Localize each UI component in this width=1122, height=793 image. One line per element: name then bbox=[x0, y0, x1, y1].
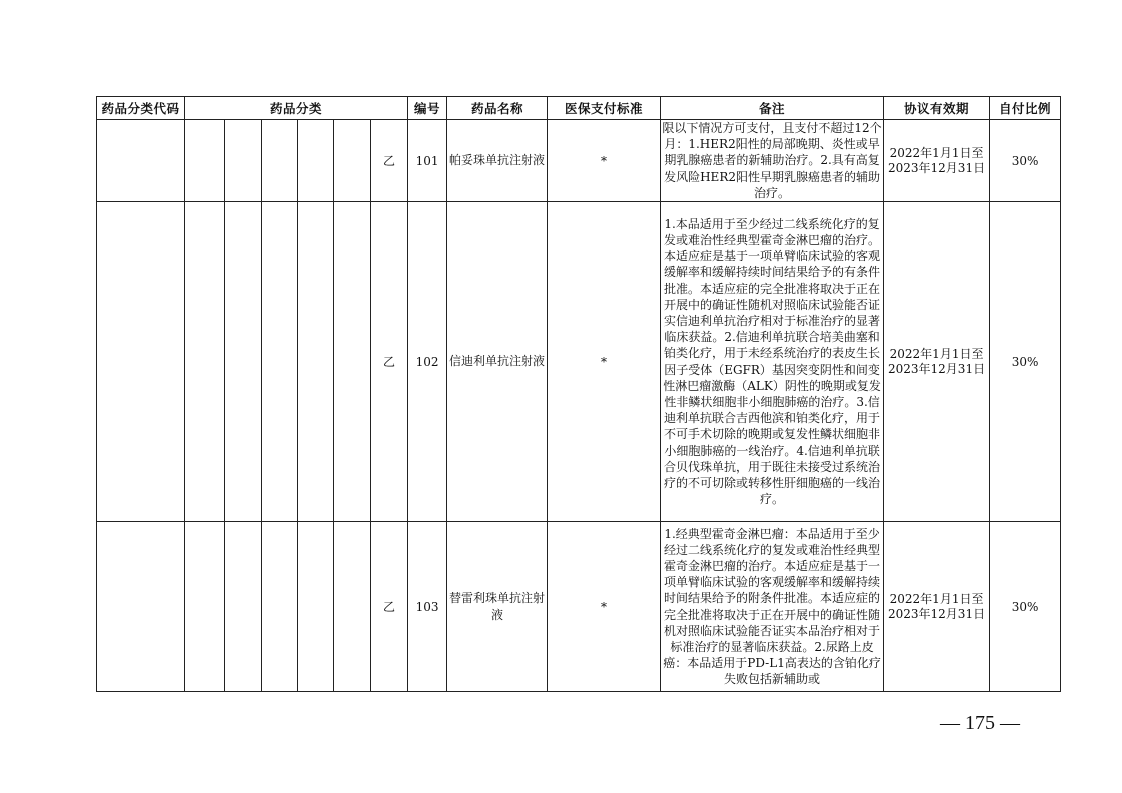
category-cell bbox=[225, 522, 262, 692]
payment-standard-cell: * bbox=[548, 522, 661, 692]
drug-name-cell: 帕妥珠单抗注射液 bbox=[447, 120, 548, 202]
class-code-cell bbox=[97, 120, 185, 202]
category-cell bbox=[262, 202, 298, 522]
category-cell bbox=[262, 522, 298, 692]
category-cell bbox=[298, 202, 334, 522]
validity-cell: 2022年1月1日至2023年12月31日 bbox=[884, 202, 990, 522]
category-cell bbox=[225, 120, 262, 202]
self-pay-cell: 30% bbox=[990, 120, 1061, 202]
validity-cell: 2022年1月1日至2023年12月31日 bbox=[884, 120, 990, 202]
category-cell bbox=[185, 202, 225, 522]
grade-cell: 乙 bbox=[371, 522, 408, 692]
grade-cell: 乙 bbox=[371, 202, 408, 522]
header-self-pay: 自付比例 bbox=[990, 97, 1061, 120]
number-cell: 102 bbox=[408, 202, 447, 522]
drug-name-cell: 替雷利珠单抗注射液 bbox=[447, 522, 548, 692]
payment-standard-cell: * bbox=[548, 120, 661, 202]
payment-standard-cell: * bbox=[548, 202, 661, 522]
validity-cell: 2022年1月1日至2023年12月31日 bbox=[884, 522, 990, 692]
class-code-cell bbox=[97, 202, 185, 522]
category-cell bbox=[185, 522, 225, 692]
remarks-cell: 1.本品适用于至少经过二线系统化疗的复发或难治性经典型霍奇金淋巴瘤的治疗。本适应症是基于一项单臂临床试验的客观缓解率和缓解持续时间结果给予的有条件批准。本适应症的完全批准将取决于正在开展中的确证性随机对照临床试验能否证实信迪利单抗治疗相对于标准治疗的显著临床获益。2.信迪利单抗联合培美曲塞和铂类化疗，用于未经系统治疗的表皮生长因子受体（EGFR）基因突变阴性和间变性淋巴瘤激酶（ALK）阴性的晚期或复发性非鳞状细胞非小细胞肺癌的治疗。3.信迪利单抗联合吉西他滨和铂类化疗，用于不可手术切除的晚期或复发性鳞状细胞非小细胞肺癌的一线治疗。4.信迪利单抗联合贝伐珠单抗，用于既往未接受过系统治疗的不可切除或转移性肝细胞癌的一线治疗。 bbox=[661, 202, 884, 522]
category-cell bbox=[185, 120, 225, 202]
self-pay-cell: 30% bbox=[990, 522, 1061, 692]
header-drug-name: 药品名称 bbox=[447, 97, 548, 120]
class-code-cell bbox=[97, 522, 185, 692]
header-payment-standard: 医保支付标准 bbox=[548, 97, 661, 120]
grade-cell: 乙 bbox=[371, 120, 408, 202]
drug-table bbox=[96, 96, 1061, 692]
category-cell bbox=[334, 120, 371, 202]
self-pay-cell: 30% bbox=[990, 202, 1061, 522]
category-cell bbox=[334, 202, 371, 522]
header-validity: 协议有效期 bbox=[884, 97, 990, 120]
drug-name-cell: 信迪利单抗注射液 bbox=[447, 202, 548, 522]
header-class-code: 药品分类代码 bbox=[97, 97, 185, 120]
table-row bbox=[97, 522, 1061, 692]
page-number: — 175 — bbox=[940, 712, 1020, 734]
table-row bbox=[97, 202, 1061, 522]
category-cell bbox=[262, 120, 298, 202]
category-cell bbox=[334, 522, 371, 692]
header-number: 编号 bbox=[408, 97, 447, 120]
number-cell: 103 bbox=[408, 522, 447, 692]
number-cell: 101 bbox=[408, 120, 447, 202]
header-row bbox=[97, 97, 1061, 120]
remarks-cell: 1.经典型霍奇金淋巴瘤：本品适用于至少经过二线系统化疗的复发或难治性经典型霍奇金淋巴瘤的治疗。本适应症是基于一项单臂临床试验的客观缓解率和缓解持续时间结果给予的附条件批准。本适应症的完全批准将取决于正在开展中的确证性随机对照临床试验能否证实本品治疗相对于标准治疗的显著临床获益。2.尿路上皮癌：本品适用于PD-L1高表达的含铂化疗失败包括新辅助或 bbox=[661, 522, 884, 692]
header-category: 药品分类 bbox=[185, 97, 408, 120]
header-remarks: 备注 bbox=[661, 97, 884, 120]
category-cell bbox=[298, 120, 334, 202]
category-cell bbox=[298, 522, 334, 692]
table-row bbox=[97, 120, 1061, 202]
remarks-cell: 限以下情况方可支付，且支付不超过12个月：1.HER2阳性的局部晚期、炎性或早期乳腺癌患者的新辅助治疗。2.具有高复发风险HER2阳性早期乳腺癌患者的辅助治疗。 bbox=[662, 121, 882, 200]
category-cell bbox=[225, 202, 262, 522]
